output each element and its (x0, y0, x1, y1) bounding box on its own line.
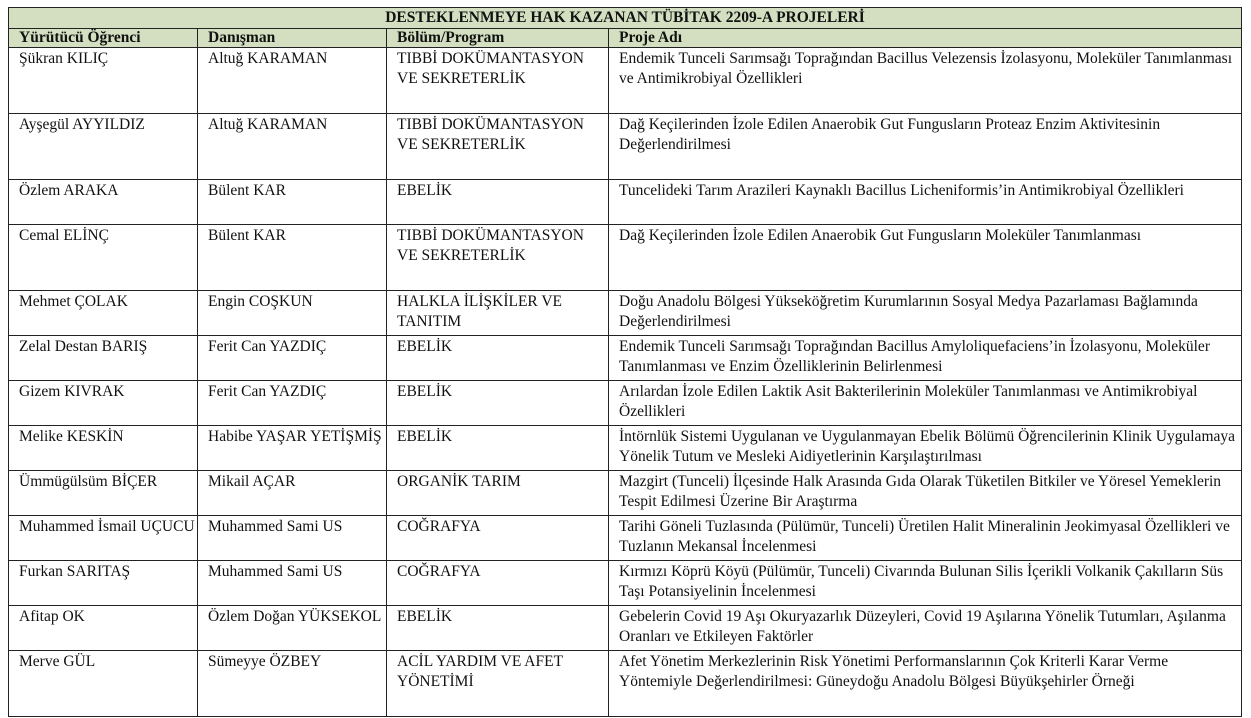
project-cell: Arılardan İzole Edilen Laktik Asit Bakterilerinin Moleküler Tanımlanması ve Antimikrobiyal Özellikleri (609, 381, 1242, 426)
table-row (9, 471, 1242, 516)
department-cell: ORGANİK TARIM (387, 471, 609, 516)
department-cell: EBELİK (387, 381, 609, 426)
department-cell: EBELİK (387, 336, 609, 381)
table-body (9, 48, 1242, 717)
department-cell: EBELİK (387, 426, 609, 471)
table-row (9, 180, 1242, 225)
project-cell: Mazgirt (Tunceli) İlçesinde Halk Arasında Gıda Olarak Tüketilen Bitkiler ve Yöresel Yemeklerin Tespit Edilmesi Üzerine Bir Araştırma (609, 471, 1242, 516)
table-row (9, 291, 1242, 336)
column-header-student: Yürütücü Öğrenci (9, 29, 198, 48)
student-cell: Gizem KIVRAK (9, 381, 198, 426)
advisor-cell: Muhammed Sami US (198, 516, 387, 561)
student-cell: Özlem ARAKA (9, 180, 198, 225)
department-cell: HALKLA İLİŞKİLER VE TANITIM (387, 291, 609, 336)
advisor-cell: Muhammed Sami US (198, 561, 387, 606)
column-header-advisor: Danışman (198, 29, 387, 48)
project-cell: Tuncelideki Tarım Arazileri Kaynaklı Bacillus Licheniformis’in Antimikrobiyal Özellikleri (609, 180, 1242, 225)
department-cell: TIBBİ DOKÜMANTASYON VE SEKRETERLİK (387, 114, 609, 180)
advisor-cell: Bülent KAR (198, 225, 387, 291)
table-row (9, 516, 1242, 561)
advisor-cell: Sümeyye ÖZBEY (198, 651, 387, 717)
table-row (9, 381, 1242, 426)
department-cell: EBELİK (387, 606, 609, 651)
advisor-cell: Bülent KAR (198, 180, 387, 225)
student-cell: Zelal Destan BARIŞ (9, 336, 198, 381)
student-cell: Melike KESKİN (9, 426, 198, 471)
student-cell: Afitap OK (9, 606, 198, 651)
table-title: DESTEKLENMEYE HAK KAZANAN TÜBİTAK 2209-A PROJELERİ (9, 8, 1242, 29)
advisor-cell: Altuğ KARAMAN (198, 48, 387, 114)
project-cell: Dağ Keçilerinden İzole Edilen Anaerobik Gut Fungusların Moleküler Tanımlanması (609, 225, 1242, 291)
student-cell: Furkan SARITAŞ (9, 561, 198, 606)
advisor-cell: Habibe YAŞAR YETİŞMİŞ (198, 426, 387, 471)
advisor-cell: Mikail AÇAR (198, 471, 387, 516)
table-row (9, 606, 1242, 651)
table-row (9, 48, 1242, 114)
project-cell: Doğu Anadolu Bölgesi Yükseköğretim Kurumlarının Sosyal Medya Pazarlaması Bağlamında Değerlendirilmesi (609, 291, 1242, 336)
projects-table (8, 7, 1242, 717)
student-cell: Merve GÜL (9, 651, 198, 717)
department-cell: EBELİK (387, 180, 609, 225)
student-cell: Ayşegül AYYILDIZ (9, 114, 198, 180)
student-cell: Muhammed İsmail UÇUCU (9, 516, 198, 561)
project-cell: Endemik Tunceli Sarımsağı Toprağından Bacillus Velezensis İzolasyonu, Moleküler Tanımlanması ve Antimikrobiyal Özellikleri (609, 48, 1242, 114)
department-cell: ACİL YARDIM VE AFET YÖNETİMİ (387, 651, 609, 717)
advisor-cell: Ferit Can YAZDIÇ (198, 336, 387, 381)
table-title-row (9, 8, 1242, 29)
department-cell: TIBBİ DOKÜMANTASYON VE SEKRETERLİK (387, 225, 609, 291)
advisor-cell: Engin COŞKUN (198, 291, 387, 336)
department-cell: COĞRAFYA (387, 516, 609, 561)
table-row (9, 426, 1242, 471)
project-cell: Tarihi Göneli Tuzlasında (Pülümür, Tunceli) Üretilen Halit Mineralinin Jeokimyasal Özellikleri ve Tuzlanın Mekansal İncelenmesi (609, 516, 1242, 561)
student-cell: Ümmügülsüm BİÇER (9, 471, 198, 516)
table-row (9, 561, 1242, 606)
project-cell: Gebelerin Covid 19 Aşı Okuryazarlık Düzeyleri, Covid 19 Aşılarına Yönelik Tutumları, Aşılanma Oranları ve Etkileyen Faktörler (609, 606, 1242, 651)
column-header-project: Proje Adı (609, 29, 1242, 48)
project-cell: Dağ Keçilerinden İzole Edilen Anaerobik Gut Fungusların Proteaz Enzim Aktivitesinin Değerlendirilmesi (609, 114, 1242, 180)
project-cell: Afet Yönetim Merkezlerinin Risk Yönetimi Performanslarının Çok Kriterli Karar Verme Yöntemiyle Değerlendirilmesi: Güneydoğu Anadolu Bölgesi Büyükşehirler Örneği (609, 651, 1242, 717)
department-cell: COĞRAFYA (387, 561, 609, 606)
student-cell: Mehmet ÇOLAK (9, 291, 198, 336)
student-cell: Şükran KILIÇ (9, 48, 198, 114)
advisor-cell: Özlem Doğan YÜKSEKOL (198, 606, 387, 651)
column-header-row (9, 29, 1242, 48)
table-row (9, 336, 1242, 381)
project-cell: İntörnlük Sistemi Uygulanan ve Uygulanmayan Ebelik Bölümü Öğrencilerinin Klinik Uygulamaya Yönelik Tutum ve Mesleki Aidiyetlerinin Karşılaştırılması (609, 426, 1242, 471)
advisor-cell: Ferit Can YAZDIÇ (198, 381, 387, 426)
table-row (9, 651, 1242, 717)
column-header-department: Bölüm/Program (387, 29, 609, 48)
department-cell: TIBBİ DOKÜMANTASYON VE SEKRETERLİK (387, 48, 609, 114)
project-cell: Kırmızı Köprü Köyü (Pülümür, Tunceli) Civarında Bulunan Silis İçerikli Volkanik Çakılların Süs Taşı Potansiyelinin İncelenmesi (609, 561, 1242, 606)
student-cell: Cemal ELİNÇ (9, 225, 198, 291)
advisor-cell: Altuğ KARAMAN (198, 114, 387, 180)
table-row (9, 114, 1242, 180)
table-row (9, 225, 1242, 291)
project-cell: Endemik Tunceli Sarımsağı Toprağından Bacillus Amyloliquefaciens’in İzolasyonu, Moleküler Tanımlanması ve Enzim Özelliklerinin Belirlenmesi (609, 336, 1242, 381)
